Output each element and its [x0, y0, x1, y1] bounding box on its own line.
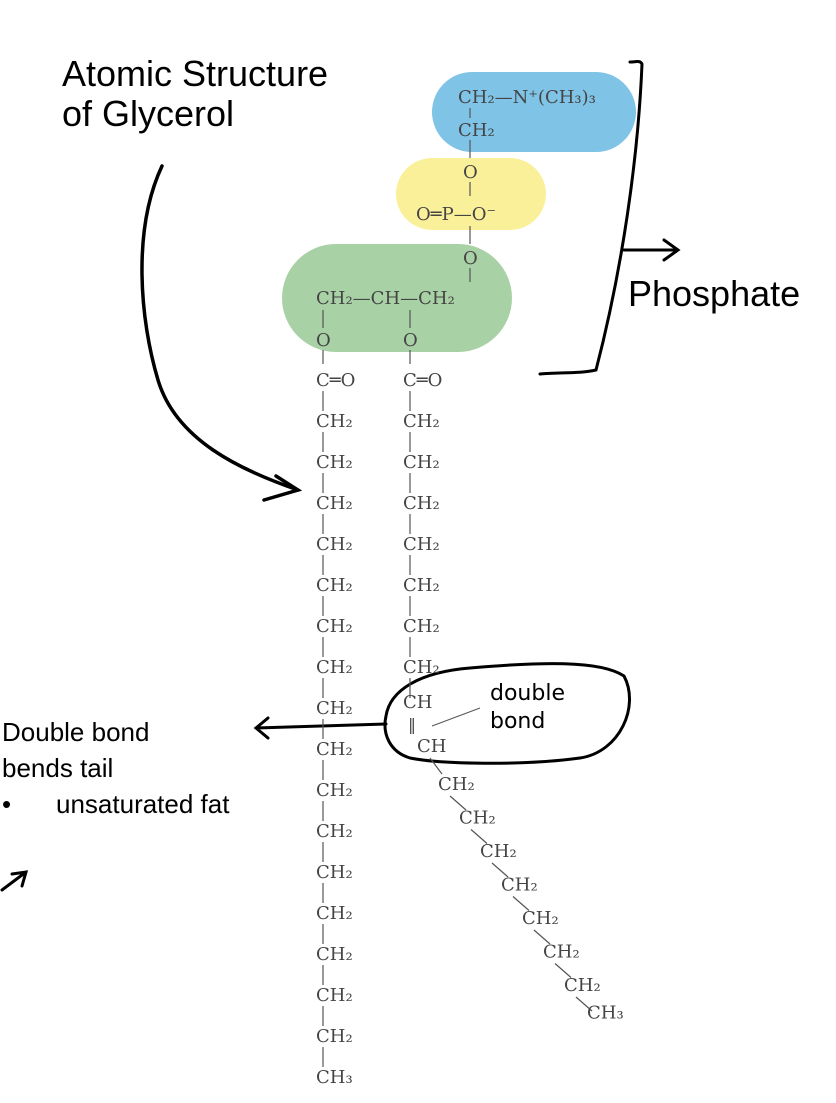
- chain-left-ch2: CH₂: [316, 985, 353, 1006]
- carbonyl-left: C═O: [316, 370, 356, 391]
- chain-kink-ch2: CH₂: [438, 774, 475, 795]
- chain-left-ch2: CH₂: [316, 411, 353, 432]
- scribble-arrow: [2, 872, 26, 890]
- ester-o-left: O: [316, 330, 331, 351]
- chain-left-ch2: CH₂: [316, 1026, 353, 1047]
- glycerol-backbone: CH₂—CH—CH₂: [316, 288, 455, 309]
- glycerol-pointer-arrow: [142, 166, 298, 490]
- chain-left-ch3: CH₃: [316, 1067, 353, 1088]
- carbonyl-right: C═O: [403, 370, 443, 391]
- double-bond-label: [490, 680, 565, 736]
- double-bond-arrow: [256, 718, 386, 738]
- chain-left-ch2: CH₂: [316, 862, 353, 883]
- phosphate-label: Phosphate: [628, 273, 801, 314]
- double-bond-leader: [432, 708, 480, 726]
- chain-left-ch2: CH₂: [316, 944, 353, 965]
- ester-o-right: O: [403, 330, 418, 351]
- chain-kink-ch2: CH₂: [522, 908, 559, 929]
- chain-right-ch2: CH₂: [403, 657, 440, 678]
- chain-kink-ch2: CH₂: [564, 975, 601, 996]
- double-bond-note-line-2: bends tail: [2, 753, 114, 783]
- bullet-icon: •: [2, 789, 12, 819]
- double-bond-note: [2, 714, 149, 786]
- chain-right-ch2: CH₂: [403, 534, 440, 555]
- double-bond-label-line-1: double: [490, 681, 565, 706]
- chain-right-ch2: CH₂: [403, 411, 440, 432]
- unsaturated-fat-bullet: [2, 786, 229, 822]
- title: [62, 54, 328, 134]
- chain-left-ch2: CH₂: [316, 493, 353, 514]
- chain-left-ch2: CH₂: [316, 575, 353, 596]
- bullet-text: unsaturated fat: [56, 789, 230, 819]
- chain-left-ch2: CH₂: [316, 698, 353, 719]
- double-bond-symbol: ‖: [408, 715, 416, 734]
- chain-right-ch-1: CH: [403, 692, 433, 713]
- chain-right-ch2: CH₂: [403, 575, 440, 596]
- title-line-1: Atomic Structure: [62, 53, 329, 94]
- double-bond-label-line-2: bond: [490, 709, 546, 734]
- chain-left-ch2: CH₂: [316, 739, 353, 760]
- chain-left-ch2: CH₂: [316, 616, 353, 637]
- chain-kink-ch3: CH₃: [587, 1002, 624, 1024]
- title-line-2: of Glycerol: [62, 93, 235, 134]
- chain-left-ch2: CH₂: [316, 780, 353, 801]
- choline-group: CH₂—N⁺(CH₃)₃: [458, 87, 596, 108]
- double-bond-note-line-1: Double bond: [2, 717, 150, 747]
- chain-left-ch2: CH₂: [316, 903, 353, 924]
- chain-right-ch2: CH₂: [403, 452, 440, 473]
- phosphate-bracket-arrow: [624, 240, 678, 260]
- chain-right-ch2: CH₂: [403, 493, 440, 514]
- chain-left-ch2: CH₂: [316, 821, 353, 842]
- molecule-text: [316, 87, 624, 1088]
- chain-kink-ch2: CH₂: [480, 841, 517, 862]
- chain-left-ch2: CH₂: [316, 657, 353, 678]
- chain-right-ch-2: CH: [417, 736, 447, 757]
- phosphate-center: O═P—O⁻: [416, 204, 496, 225]
- chain-left-ch2: CH₂: [316, 452, 353, 473]
- phosphate-o-top: O: [463, 162, 478, 183]
- chain-kink-ch2: CH₂: [459, 807, 496, 829]
- choline-ch2: CH₂: [458, 120, 495, 141]
- chain-kink-ch2: CH₂: [501, 874, 538, 896]
- chain-left-ch2: CH₂: [316, 534, 353, 555]
- chain-kink-ch2: CH₂: [543, 941, 580, 963]
- phosphate-o-bottom: O: [463, 248, 478, 269]
- chain-right-ch2: CH₂: [403, 616, 440, 637]
